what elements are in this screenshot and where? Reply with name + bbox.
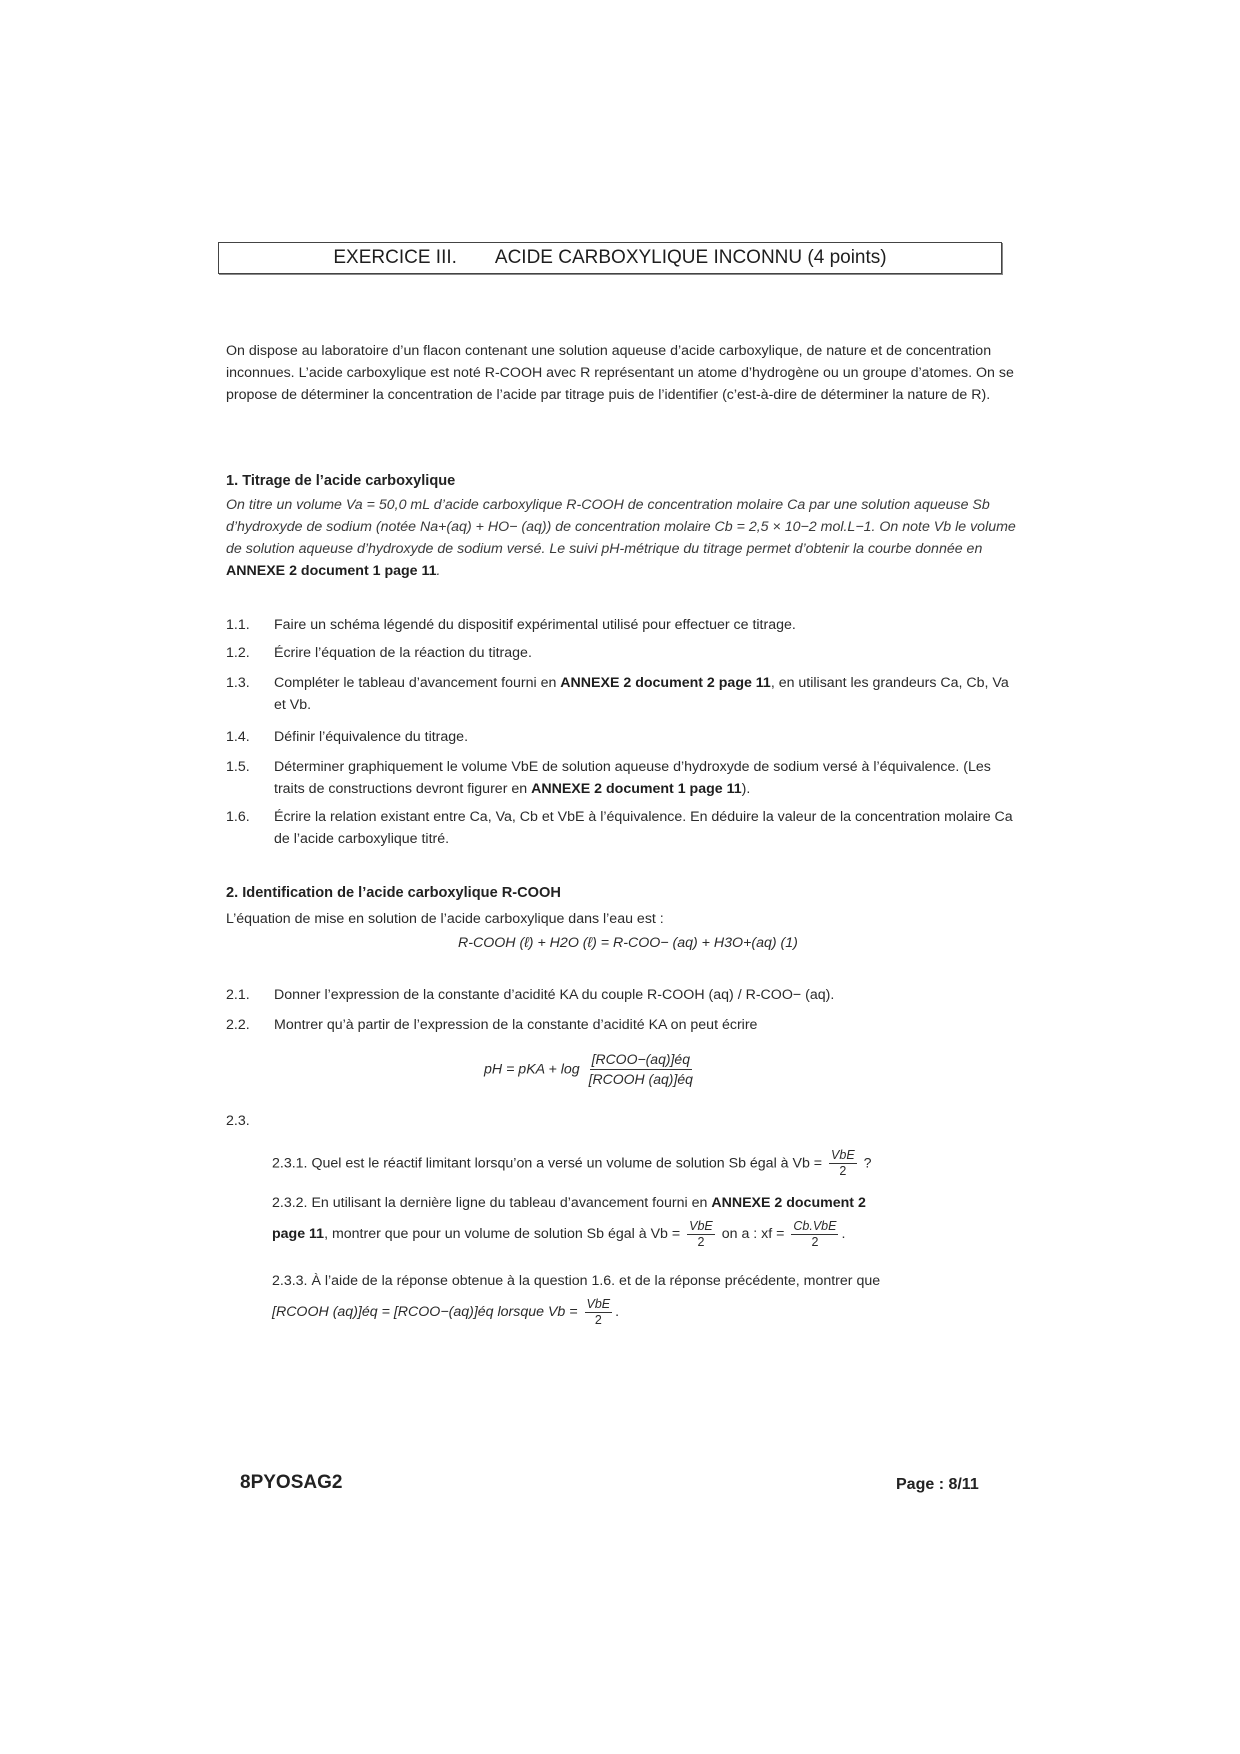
question-2-1 [226, 984, 834, 1006]
question-text: Définir l’équivalence du titrage. [274, 729, 469, 745]
exercise-number: EXERCICE III. [333, 247, 457, 268]
question-2-2 [226, 1014, 757, 1036]
question-1-3 [226, 672, 1014, 716]
question-number: 1.4. [226, 729, 250, 745]
question-text-end: ). [741, 781, 751, 797]
ph-formula-denominator: [RCOOH (aq)]éq [588, 1071, 693, 1087]
ph-formula [484, 1050, 698, 1089]
annex-reference-page: page 11 [272, 1226, 325, 1242]
question-text-result: on a : xf = [721, 1226, 785, 1242]
question-text: Écrire la relation existant entre Ca, Va, Cb et VbE à l’équivalence. En déduire la valeur de la concentration molaire Ca de l’acide carboxylique titré. [274, 809, 1013, 847]
part1-statement-ref: ANNEXE 2 document 1 page 11 [226, 563, 437, 579]
exercise-name: ACIDE CARBOXYLIQUE INCONNU (4 points) [494, 247, 887, 268]
part1-statement-text: On titre un volume Va = 50,0 mL d’acide carboxylique R-COOH de concentration molaire Ca par une solution aqueuse Sb d’hydroxyde de sodium (notée Na+(aq) + HO− (aq)) de concentration molaire Cb = 2,5 × 10−2 mol.L−1. On note Vb le volume de solution aqueuse d’hydroxyde de sodium versé. Le suivi pH-métrique du titrage permet d’obtenir la courbe donnée en [226, 497, 1016, 557]
question-1-4 [226, 726, 1014, 748]
fraction-numerator: VbE [831, 1148, 855, 1162]
question-2-3-2-line2: page 11, montrer que pour un volume de solution Sb égal à Vb = $\frac{\text{VbE}}{2}$ on a : xf = $\frac{\text{Cb.VbE}}{2}$ . [272, 1218, 846, 1249]
question-1-6 [226, 806, 1014, 850]
intro-paragraph: On dispose au laboratoire d’un flacon contenant une solution aqueuse d’acide carboxylique, de nature et de concentration inconnues. L’acide carboxylique est noté R-COOH avec R représentant un atome d’hydrogène ou un groupe d’atomes. On se propose de déterminer la concentration de l’acide par titrage puis de l’identifier (c’est-à-dire de déterminer la nature de R). [226, 343, 1014, 403]
question-text: Donner l’expression de la constante d’acidité KA du couple R-COOH (aq) / R-COO− (aq). [274, 987, 835, 1003]
exam-code: 8PYOSAG2 [240, 1472, 343, 1493]
fraction-numerator: VbE [586, 1296, 611, 1311]
question-2-3-label: 2.3. [226, 1113, 250, 1129]
question-text: , montrer que pour un volume de solution Sb égal à Vb = [324, 1226, 681, 1242]
question-2-3-1 [272, 1148, 872, 1179]
part2-intro: L’équation de mise en solution de l’acide carboxylique dans l’eau est : [226, 911, 664, 927]
question-2-3-3-line2: [RCOOH (aq)]éq = [RCOO−(aq)]éq lorsque Vb = $\frac{\text{VbE}}{2}$ . [272, 1296, 620, 1327]
question-1-2 [226, 642, 1014, 664]
page-number: Page : 8/11 [896, 1476, 979, 1493]
question-2-3-2-line1 [272, 1192, 866, 1214]
question-number: 1.3. [226, 675, 250, 691]
question-text: Compléter le tableau d’avancement fourni en [274, 675, 557, 691]
question-1-5 [226, 756, 1014, 800]
dissolution-equation: R-COOH (ℓ) + H2O (ℓ) = R-COO− (aq) + H3O+(aq) (1) [458, 935, 798, 951]
question-1-1 [226, 614, 1014, 636]
question-number: 1.6. [226, 809, 250, 825]
question-number: 1.5. [226, 759, 250, 775]
ph-formula-left: pH = pKA + log [484, 1061, 580, 1078]
part1-statement: On titre un volume Va = 50,0 mL d’acide carboxylique R-COOH de concentration molaire Ca par une solution aqueuse Sb d’hydroxyde de sodium (notée Na+(aq) + HO− (aq)) de concentration molaire Cb = 2,5 × 10−2 mol.L−1. On note Vb le volume de solution aqueuse d’hydroxyde de sodium versé. Le suivi pH-métrique du titrage permet d’obtenir la courbe donnée en ANNEXE 2 document 1 page 11. [226, 497, 1016, 579]
question-text: Déterminer graphiquement le volume VbE de solution aqueuse d’hydroxyde de sodium versé à l’équivalence. (Les traits de constructions devront figurer en [274, 759, 991, 797]
question-number: 1.1. [226, 617, 250, 633]
question-text: 2.3.1. Quel est le réactif limitant lorsqu’on a versé un volume de solution Sb égal à Vb = [272, 1155, 823, 1172]
question-number: 2.2. [226, 1017, 250, 1033]
fraction-numerator: Cb.VbE [793, 1218, 837, 1233]
ph-formula-numerator: [RCOO−(aq)]éq [590, 1050, 692, 1070]
part2-heading: 2. Identification de l’acide carboxylique R-COOH [226, 885, 561, 901]
annex-reference: ANNEXE 2 document 1 page 11 [531, 781, 742, 797]
question-text: Écrire l’équation de la réaction du titrage. [274, 645, 532, 661]
question-text-end: , en utilisant les grandeurs Ca, Cb, Va et Vb. [274, 675, 1009, 713]
annex-reference: ANNEXE 2 document 2 [711, 1195, 866, 1211]
question-text: 2.3.2. En utilisant la dernière ligne du tableau d’avancement fourni en [272, 1195, 708, 1211]
fraction-numerator: VbE [689, 1218, 713, 1233]
question-text: Montrer qu’à partir de l’expression de la constante d’acidité KA on peut écrire [274, 1017, 758, 1033]
question-text: Faire un schéma légendé du dispositif expérimental utilisé pour effectuer ce titrage. [274, 617, 796, 633]
exercise-title [219, 247, 1001, 269]
exercise-title-box [218, 242, 1002, 274]
annex-reference: ANNEXE 2 document 2 page 11 [560, 675, 771, 691]
fraction-denominator: 2 [697, 1234, 705, 1249]
question-2-3-3-line1: 2.3.3. À l’aide de la réponse obtenue à la question 1.6. et de la réponse précédente, montrer que [272, 1273, 881, 1289]
fraction-denominator: 2 [811, 1234, 819, 1249]
question-number: 2.1. [226, 987, 250, 1003]
part1-heading: 1. Titrage de l’acide carboxylique [226, 473, 456, 489]
fraction-denominator: 2 [839, 1164, 847, 1178]
question-text: [RCOOH (aq)]éq = [RCOO−(aq)]éq lorsque Vb = [272, 1304, 578, 1320]
fraction-denominator: 2 [594, 1312, 602, 1327]
question-number: 1.2. [226, 645, 250, 661]
question-end: ? [863, 1155, 872, 1172]
